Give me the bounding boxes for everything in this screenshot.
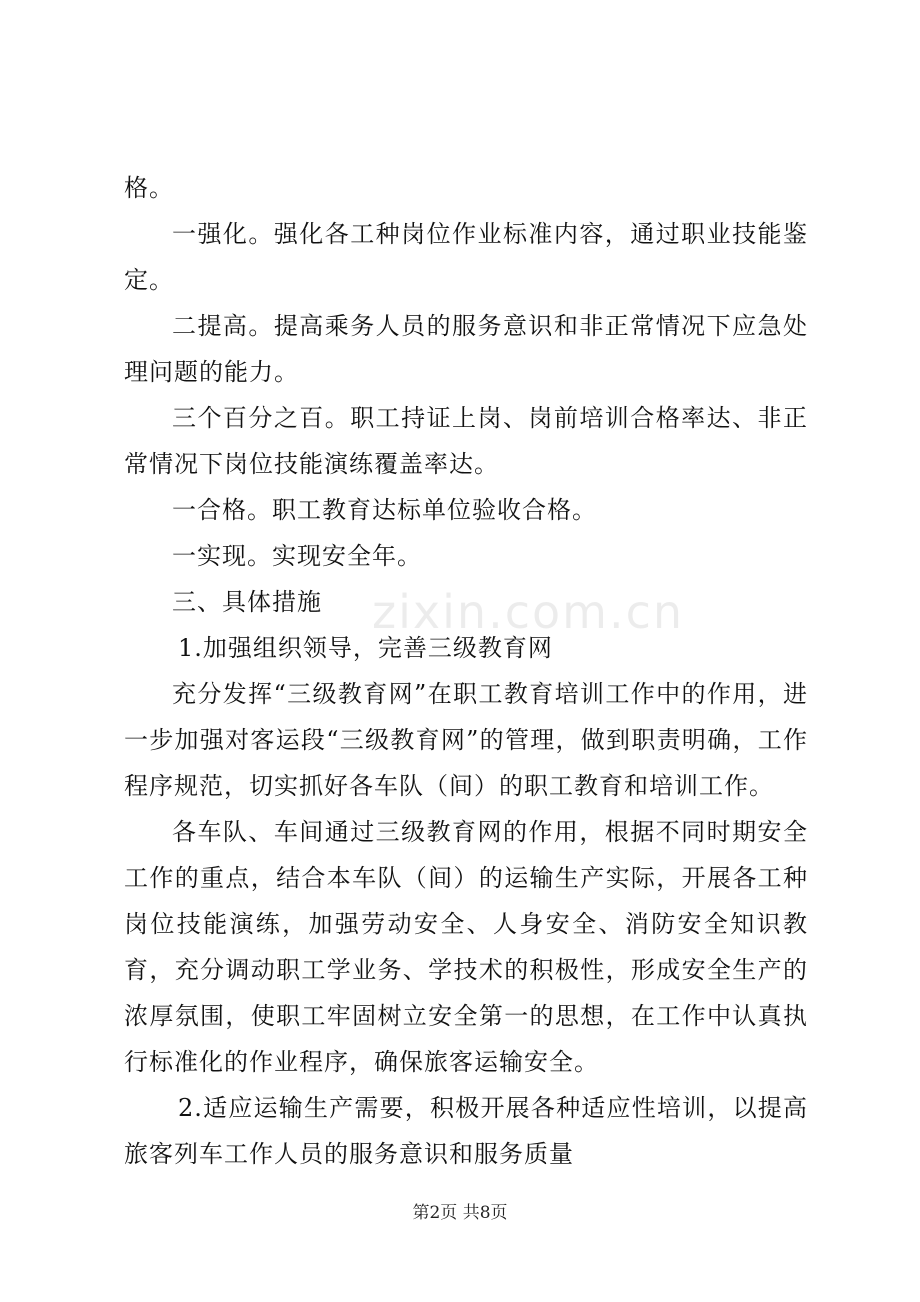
subheading-1: 1.加强组织领导，完善三级教育网	[178, 634, 553, 662]
paragraph-strengthen: 一强化。强化各工种岗位作业标准内容，通过职业技能鉴定。	[124, 220, 808, 294]
paragraph-continuation: 格。	[124, 174, 174, 202]
page-footer: 第2页 共8页	[412, 1203, 508, 1223]
paragraph-improve: 二提高。提高乘务人员的服务意识和非正常情况下应急处理问题的能力。	[124, 312, 808, 386]
paragraph-qualified: 一合格。职工教育达标单位验收合格。	[172, 496, 597, 524]
section-heading-measures: 三、具体措施	[172, 588, 322, 616]
paragraph-education-network: 充分发挥“三级教育网”在职工教育培训工作中的作用，进一步加强对客运段“三级教育网”的管理，做到职责明确，工作程序规范，切实抓好各车队（间）的职工教育和培训工作。	[124, 680, 808, 800]
document-body	[124, 165, 808, 1177]
paragraph-three-hundred-percent: 三个百分之百。职工持证上岗、岗前培训合格率达、非正常情况下岗位技能演练覆盖率达。	[124, 404, 808, 478]
subheading-2: 2.适应运输生产需要，积极开展各种适应性培训，以提高旅客列车工作人员的服务意识和服务质量	[124, 1094, 808, 1168]
paragraph-realize: 一实现。实现安全年。	[172, 542, 422, 570]
paragraph-workshops: 各车队、车间通过三级教育网的作用，根据不同时期安全工作的重点，结合本车队（间）的运输生产实际，开展各工种岗位技能演练，加强劳动安全、人身安全、消防安全知识教育，充分调动职工学业务、学技术的积极性，形成安全生产的浓厚氛围，使职工牢固树立安全第一的思想，在工作中认真执行标准化的作业程序，确保旅客运输安全。	[124, 818, 808, 1076]
watermark: zixin.com.cn	[372, 585, 685, 639]
